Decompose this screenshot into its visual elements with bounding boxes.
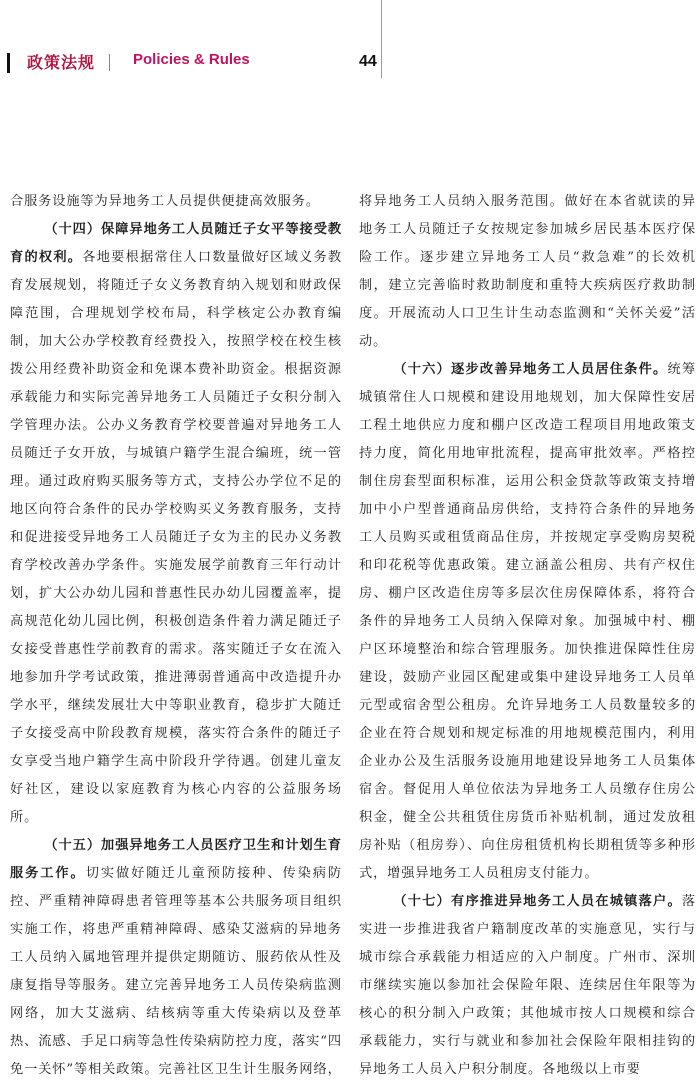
heading-16: （十六）逐步改善异地务工人员居住条件。: [393, 362, 668, 377]
paragraph-continuation-right: 将异地务工人员纳入服务范围。做好在本省就读的异地务工人员随迁子女按规定参加城乡居民基本医疗保险工作。逐步建立异地务工人员“救急难”的长效机制，建立完善临时救助制度和重特大疾病医疗救助制度。开展流动人口卫生计生动态监测和“关怀关爱”活动。: [359, 194, 696, 349]
heading-14: （十四）保障异地务工人员随迁子女平等接受教育的权利。: [10, 222, 342, 265]
header-bar-mark: [7, 53, 10, 73]
header-separator: [109, 54, 110, 71]
page-number: 44: [359, 53, 377, 70]
paragraph-15: [10, 832, 342, 1084]
heading-17: （十七）有序推进异地务工人员在城镇落户。: [393, 894, 682, 909]
paragraph-17: [359, 888, 696, 1084]
paragraph-16: [359, 356, 696, 888]
left-column: [10, 188, 343, 1077]
section-title-cn: 政策法规: [27, 53, 96, 72]
body-16: 统筹城镇常住人口规模和建设用地规划，加大保障性安居工程土地供应力度和棚户区改造工程项目用地政策支持力度，简化用地审批流程，提高审批效率。严格控制住房套型面积标准，运用公积金贷款等政策支持增加中小户型普通商品房供给，支持符合条件的异地务工人员购买或租赁商品住房，并按规定享受购房契税和印花税等优惠政策。建立涵盖公租房、共有产权住房、棚户区改造住房等多层次住房保障体系，将符合条件的异地务工人员纳入保障对象。加强城中村、棚户区环境整治和综合管理服务。加快推进保障性住房建设，鼓励产业园区配建或集中建设异地务工人员单元型或宿舍型公租房。允许异地务工人员数量较多的企业在符合规划和规定标准的用地规模范围内，利用企业办公及生活服务设施用地建设异地务工人员集体宿舍。督促用人单位依法为异地务工人员缴存住房公积金，健全公共租赁住房货币补贴机制，通过发放租房补贴（租房券）、向住房租赁机构长期租赁等多种形式，增强异地务工人员租房支付能力。: [359, 362, 696, 881]
paragraph-continuation: 合服务设施等为异地务工人员提供便捷高效服务。: [10, 194, 320, 209]
body-14: 各地要根据常住人口数量做好区域义务教育发展规划，将随迁子女义务教育纳入规划和财政保障范围，合理规划学校布局，科学核定公办教育编制，加大公办学校教育经费投入，按照学校在校生核拨公用经费补助资金和免课本费补助资金。根据资源承载能力和实际完善异地务工人员随迁子女积分制入学管理办法。公办义务教育学校要普遍对异地务工人员随迁子女开放，与城镇户籍学生混合编班，统一管理。通过政府购买服务等方式，支持公办学位不足的地区向符合条件的民办学校购买义务教育服务，支持和促进接受异地务工人员随迁子女为主的民办义务教育学校改善办学条件。实施发展学前教育三年行动计划，扩大公办幼儿园和普惠性民办幼儿园覆盖率，提高规范化幼儿园比例，积极创造条件着力满足随迁子女接受普惠性学前教育的需求。落实随迁子女在流入地参加升学考试政策，推进薄弱普通高中改造提升办学水平，继续发展壮大中等职业教育，稳步扩大随迁子女接受高中阶段教育规模，落实符合条件的随迁子女享受当地户籍学生高中阶段升学待遇。创建儿童友好社区，建设以家庭教育为核心内容的公益服务场所。: [10, 250, 343, 825]
page-header: [0, 48, 700, 78]
body-15: 切实做好随迁儿童预防接种、传染病防控、严重精神障碍患者管理等基本公共服务项目组织实施工作，将患严重精神障碍、感染艾滋病的异地务工人员纳入属地管理并提供定期随访、服药依从性及康复指导等服务。建立完善异地务工人员传染病监测网络，加大艾滋病、结核病等重大传染病以及登革热、流感、手足口病等急性传染病防控力度，落实“四免一关怀”等相关政策。完善社区卫生计生服务网络，: [10, 866, 342, 1077]
heading-15: （十五）加强异地务工人员医疗卫生和计划生育服务工作。: [10, 838, 342, 881]
paragraph-14: [10, 216, 342, 832]
body-17: 落实进一步推进我省户籍制度改革的实施意见，实行与城市综合承载能力相适应的入户制度。广州市、深圳市继续实施以参加社会保险年限、连续居住年限等为核心的积分制入户政策；其他城市按人口规模和综合承载能力，实行与就业和参加社会保险年限相挂钩的异地务工人员入户积分制度。各地级以上市要: [359, 894, 696, 1077]
section-title-en: Policies & Rules: [133, 51, 250, 68]
right-column: [359, 188, 696, 1077]
